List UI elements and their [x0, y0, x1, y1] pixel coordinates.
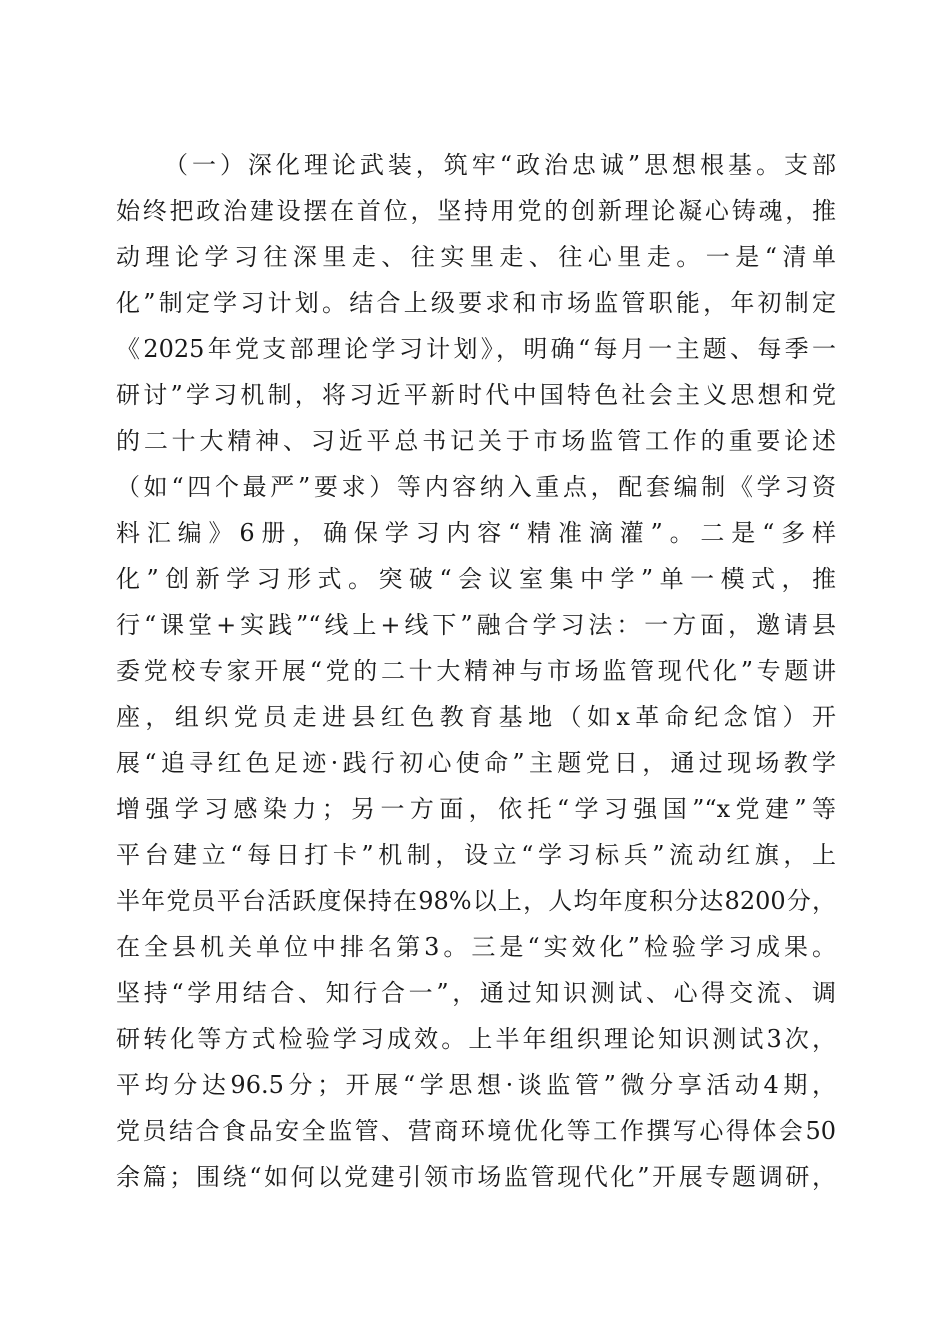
text-line: 党员结合食品安全监管、营商环境优化等工作撰写心得体会50 — [116, 1117, 836, 1145]
text-line: 半年党员平台活跃度保持在98%以上，人均年度积分达8200分， — [116, 887, 836, 915]
text-line: 研转化等方式检验学习成效。上半年组织理论知识测试3次， — [116, 1025, 836, 1053]
text-line: 行“课堂+实践”“线上+线下”融合学习法：一方面，邀请县 — [116, 611, 836, 639]
text-line: 坚持“学用结合、知行合一”，通过知识测试、心得交流、调 — [116, 979, 836, 1007]
text-line: 展“追寻红色足迹·践行初心使命”主题党日，通过现场教学 — [116, 749, 836, 777]
text-line: 化”制定学习计划。结合上级要求和市场监管职能，年初制定 — [116, 289, 836, 317]
text-line: 余篇；围绕“如何以党建引领市场监管现代化”开展专题调研， — [116, 1163, 836, 1191]
text-line: 化”创新学习形式。突破“会议室集中学”单一模式，推 — [116, 565, 836, 593]
body-paragraph — [116, 142, 836, 1200]
text-line: （一）深化理论武装，筑牢“政治忠诚”思想根基。支部 — [164, 151, 836, 179]
text-line: 动理论学习往深里走、往实里走、往心里走。一是“清单 — [116, 243, 836, 271]
text-line: （如“四个最严”要求）等内容纳入重点，配套编制《学习资 — [116, 473, 836, 501]
text-line: 平台建立“每日打卡”机制，设立“学习标兵”流动红旗，上 — [116, 841, 836, 869]
text-line: 料汇编》6册，确保学习内容“精准滴灌”。二是“多样 — [116, 519, 836, 547]
text-line: 《2025年党支部理论学习计划》，明确“每月一主题、每季一 — [116, 335, 836, 363]
text-line: 座，组织党员走进县红色教育基地（如x革命纪念馆）开 — [116, 703, 836, 731]
text-line: 在全县机关单位中排名第3。三是“实效化”检验学习成果。 — [116, 933, 836, 961]
text-line: 的二十大精神、习近平总书记关于市场监管工作的重要论述 — [116, 427, 836, 455]
text-line: 委党校专家开展“党的二十大精神与市场监管现代化”专题讲 — [116, 657, 836, 685]
text-line: 始终把政治建设摆在首位，坚持用党的创新理论凝心铸魂，推 — [116, 197, 836, 225]
text-line: 增强学习感染力；另一方面，依托“学习强国”“x党建”等 — [116, 795, 836, 823]
text-line: 研讨”学习机制，将习近平新时代中国特色社会主义思想和党 — [116, 381, 836, 409]
text-line: 平均分达96.5分；开展“学思想·谈监管”微分享活动4期， — [116, 1071, 836, 1099]
